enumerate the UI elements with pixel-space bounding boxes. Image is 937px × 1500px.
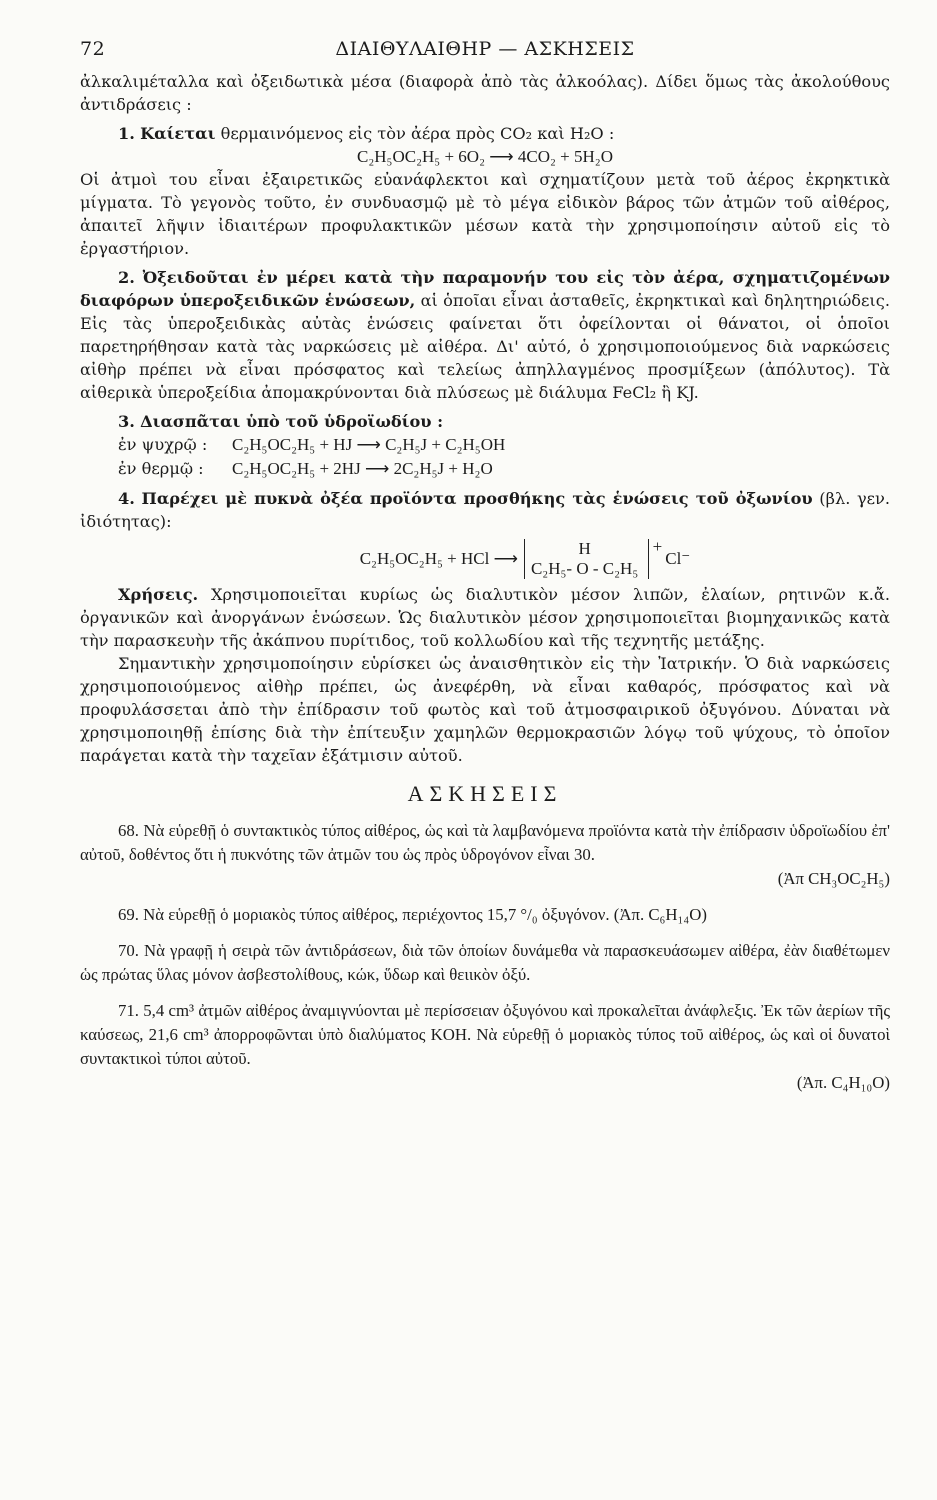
exercise-70: 70. Νὰ γραφῇ ἡ σειρὰ τῶν ἀντιδράσεων, διὰ τῶν ὁποίων δυνάμεθα νὰ παρασκευάσωμεν αἰθέρα, ἐὰν διαθέτωμεν ὡς πρώτας ὕλας μόνον ἀσβεστολίθους, κώκ, ὕδωρ καὶ θειικὸν ὀξύ. (80, 941, 890, 984)
reaction-1-text: θερμαινόμενος εἰς τὸν ἀέρα πρὸς CO₂ καὶ H₂O : (215, 124, 615, 143)
oxonium-charge: + (652, 537, 663, 556)
page-header (80, 38, 890, 70)
reaction-4-number: 4. (118, 489, 135, 508)
reaction-4-text: (βλ. γεν. ἰδιότητας): (80, 489, 891, 531)
hi-hot-label: ἐν θερμῷ : (118, 459, 204, 478)
flammability-paragraph: Οἱ ἀτμοὶ του εἶναι ἐξαιρετικῶς εὐανάφλεκτοι καὶ σχηματίζουν μετὰ τοῦ ἀέρος ἐκρηκτικὰ μίγματα. Τὸ γεγονὸς τοῦτο, ἐν συνδυασμῷ μὲ τὸ μέγα εἰδικὸν βάρος τῶν ἀτμῶν τοῦ αἰθέρος, ἀπαιτεῖ λῆψιν ἰδιαιτέρων προφυλακτικῶν μέσων κατὰ τὴν χρησιμοποίησιν αὐτοῦ εἰς τὸ ἐργαστήριον. (80, 170, 890, 258)
exercise-71-answer: (Ἀπ. C₄H₁₀O) (796, 1073, 890, 1092)
hi-cold-equation: C₂H₅OC₂H₅ + HJ ⟶ C₂H₅J + C₂H₅OH (232, 435, 506, 454)
hi-cold-label: ἐν ψυχρῷ : (118, 435, 208, 454)
reaction-4-heading: Παρέχει μὲ πυκνὰ ὀξέα προϊόντα προσθήκης τὰς ἑνώσεις τοῦ ὀξωνίου (141, 489, 813, 508)
reaction-1 (80, 122, 890, 145)
reaction-2-number: 2. (118, 268, 135, 287)
anesthetic-paragraph: Σημαντικὴν χρησιμοποίησιν εὑρίσκει ὡς ἀναισθητικὸν εἰς τὴν Ἰατρικήν. Ὁ διὰ ναρκώσεις χρησιμοποιούμενος αἰθὴρ πρέπει, ὡς ἀνεφέρθη, νὰ εἶναι καθαρός, πρόσφατος καὶ νὰ προφυλάσσεται ἀπὸ τὴν ἐπίδρασιν τοῦ φωτὸς καὶ τοῦ ἀτμοσφαιρικοῦ ὀξυγόνου. Δύναται νὰ χρησιμοποιηθῇ ἐπίσης διὰ τὴν ἐπίτευξιν χαμηλῶν θερμοκρασιῶν λόγῳ τοῦ ψύχους, τὸ ὁποῖον παράγεται κατὰ τὴν ταχεῖαν ἐξάτμισιν αὐτοῦ. (80, 654, 890, 765)
exercise-68: 68. Νὰ εὑρεθῇ ὁ συντακτικὸς τύπος αἰθέρος, ὡς καὶ τὰ λαμβανόμενα προϊόντα κατὰ τὴν ἐπίδρασιν ὑδροϊωδίου ἐπ' αὐτοῦ, δοθέντος ὅτι ἡ πυκνότης τῶν ἀτμῶν του ὡς πρὸς ὑδρογόνον εἶναι 30. (80, 821, 890, 864)
reaction-2-heading: Ὀξειδοῦται ἐν μέρει κατὰ τὴν παραμονήν του εἰς τὸν ἀέρα, σχηματιζομένων διαφόρων ὑπεροξειδικῶν ἑνώσεων, (80, 268, 890, 310)
exercises-title: ΑΣΚΗΣΕΙΣ (407, 781, 563, 806)
chloride-anion: Cl⁻ (665, 549, 691, 568)
oxonium-equation (160, 539, 890, 579)
reaction-3 (80, 410, 890, 433)
oxonium-hydrogen: H (578, 539, 591, 558)
combustion-equation: C₂H₅OC₂H₅ + 6O₂ ⟶ 4CO₂ + 5H₂O (357, 147, 613, 166)
uses-paragraph (80, 583, 890, 652)
intro-paragraph: ἀλκαλιμέταλλα καὶ ὀξειδωτικὰ μέσα (διαφορὰ ἀπὸ τὰς ἀλκοόλας). Δίδει ὅμως τὰς ἀκολούθους ἀντιδράσεις : (80, 72, 890, 114)
exercises-list (80, 819, 890, 1095)
reaction-2 (80, 266, 890, 404)
page-number: 72 (80, 38, 106, 60)
exercise-68-answer: (Ἀπ CH₃OC₂H₅) (777, 869, 890, 888)
reaction-2-text: αἱ ὁποῖαι εἶναι ἀσταθεῖς, ἐκρηκτικαὶ καὶ δηλητηριώδεις. Εἰς τὰς ὑπεροξειδικὰς αὐτὰς ἑνώσεις φαίνεται ὅτι ὀφείλονται οἱ θάνατοι, οἱ ὁποῖοι παρετηρήθησαν κατὰ τὰς ναρκώσεις μὲ αἰθέρα. Δι' αὐτό, ὁ χρησιμοποιούμενος διὰ ναρκώσεις αἰθὴρ πρέπει νὰ εἶναι πρόσφατος καὶ τελείως ἀπηλλαγμένος προσμίξεων (ἀπόλυτος). Τὰ αἰθερικὰ ὑπεροξείδια ἀπομακρύνονται διὰ πλύσεως μὲ διάλυμα FeCl₂ ἢ KJ. (80, 291, 890, 402)
reaction-4 (80, 487, 890, 533)
hi-cold-row (80, 433, 890, 457)
reaction-1-number: 1. (118, 124, 135, 143)
hi-hot-row (80, 457, 890, 481)
reaction-1-heading: Καίεται (140, 124, 216, 143)
uses-heading: Χρήσεις. (118, 585, 199, 604)
oxonium-cation (524, 537, 663, 579)
oxonium-lhs: C₂H₅OC₂H₅ + HCl ⟶ (359, 549, 518, 568)
reaction-3-number: 3. (118, 412, 135, 431)
reaction-3-heading: Διασπᾶται ὑπὸ τοῦ ὑδροϊωδίου : (140, 412, 444, 431)
book-page (80, 38, 890, 1095)
uses-text: Χρησιμοποιεῖται κυρίως ὡς διαλυτικὸν μέσον λιπῶν, ἐλαίων, ρητινῶν κ.ἄ. ὀργανικῶν καὶ ἀνοργάνων ἑνώσεων. Ὡς διαλυτικὸν μέσον χρησιμοποιεῖται βιομηχανικῶς κατὰ τὴν παρασκευὴν τῆς ἀκάπνου πυρίτιδος, τοῦ κολλωδίου καὶ τῆς τεχνητῆς μετάξης. (80, 585, 890, 650)
running-title: ΔΙΑΙΘΥΛΑΙΘΗΡ — ΑΣΚΗΣΕΙΣ (335, 38, 635, 60)
exercise-69: 69. Νὰ εὑρεθῇ ὁ μοριακὸς τύπος αἰθέρος, περιέχοντος 15,7 °/₀ ὀξυγόνον. (Ἀπ. C₆H₁₄O) (118, 905, 707, 924)
exercise-71: 71. 5,4 cm³ ἀτμῶν αἰθέρος ἀναμιγνύονται μὲ περίσσειαν ὀξυγόνου καὶ προκαλεῖται ἀνάφλεξις. Ἐκ τῶν ἀερίων τῆς καύσεως, 21,6 cm³ ἀπορροφῶνται ὑπὸ διαλύματος KOH. Νὰ εὑρεθῇ ὁ μοριακὸς τύπος τοῦ αἰθέρος, ὡς καὶ οἱ δυνατοὶ συντακτικοὶ τύποι αὐτοῦ. (80, 1001, 890, 1068)
hi-hot-equation: C₂H₅OC₂H₅ + 2HJ ⟶ 2C₂H₅J + H₂O (232, 459, 493, 478)
oxonium-formula: C₂H₅- O - C₂H₅ (530, 559, 639, 578)
